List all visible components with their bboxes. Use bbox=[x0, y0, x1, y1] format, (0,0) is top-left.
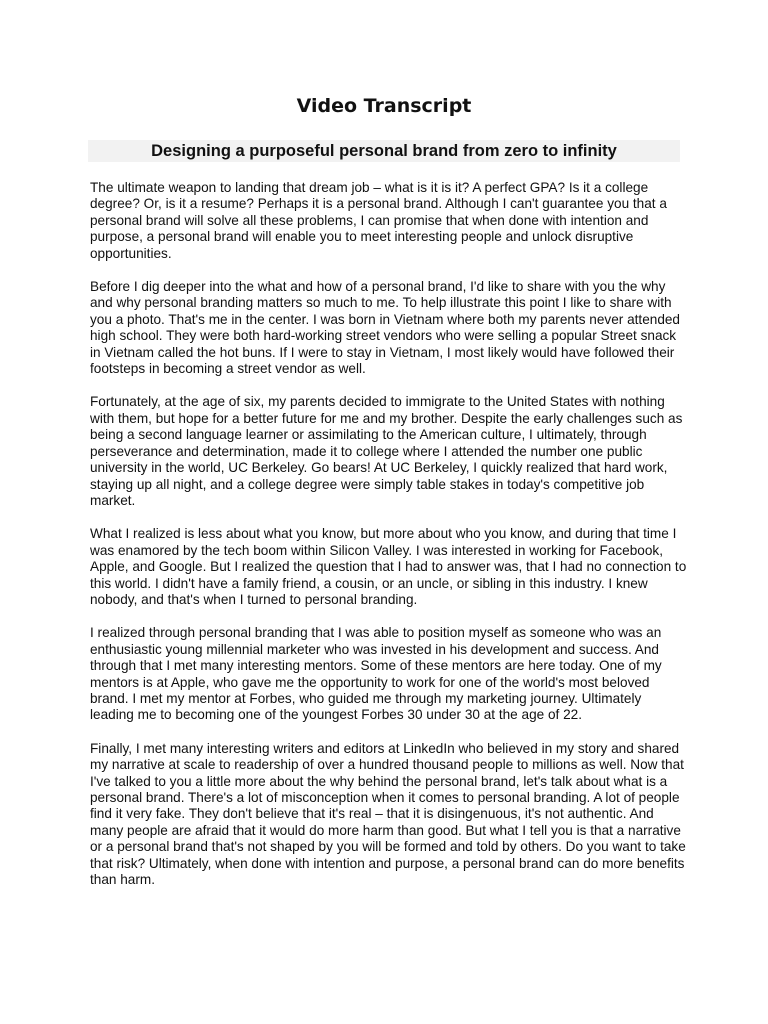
paragraph-3: Fortunately, at the age of six, my parents decided to immigrate to the United States with nothing with them, but hope for a better future for me and my brother. Despite the early challenges such as being a second language learner or assimilating to the American culture, I ultimately, through perseverance and determination, made it to college where I attended the number one public university in the world, UC Berkeley. Go bears! At UC Berkeley, I quickly realized that hard work, staying up all night, and a college degree were simply table stakes in today's competitive job market. bbox=[90, 394, 683, 508]
transcript-body bbox=[90, 180, 688, 905]
page-subtitle: Designing a purposeful personal brand from zero to infinity bbox=[151, 142, 617, 160]
paragraph-5: I realized through personal branding that I was able to position myself as someone who was an enthusiastic young millennial marketer who was invested in his development and success. And through that I met many interesting mentors. Some of these mentors are here today. One of my mentors is at Apple, who gave me the opportunity to work for one of the world's most beloved brand. I met my mentor at Forbes, who guided me through my marketing journey. Ultimately leading me to becoming one of the youngest Forbes 30 under 30 at the age of 22. bbox=[90, 625, 662, 723]
paragraph-4: What I realized is less about what you know, but more about who you know, and during that time I was enamored by the tech boom within Silicon Valley. I was interested in working for Facebook, Apple, and Google. But I realized the question that I had to answer was, that I had no connection to this world. I didn't have a family friend, a cousin, or an uncle, or sibling in this industry. I knew nobody, and that's when I turned to personal branding. bbox=[90, 526, 687, 607]
paragraph-6: Finally, I met many interesting writers and editors at LinkedIn who believed in my story and shared my narrative at scale to readership of over a hundred thousand people to millions as well. Now that I've talked to you a little more about the why behind the personal brand, let's talk about what is a personal brand. There's a lot of misconception when it comes to personal branding. A lot of people find it very fake. They don't believe that it's real – that it is disingenuous, it's not authentic. And many people are afraid that it would do more harm than good. But what I tell you is that a narrative or a personal brand that's not shaped by you will be formed and told by others. Do you want to take that risk? Ultimately, when done with intention and purpose, a personal brand can do more benefits than harm. bbox=[90, 740, 686, 888]
paragraph-1: The ultimate weapon to landing that dream job – what is it is it? A perfect GPA? Is it a college degree? Or, is it a resume? Perhaps it is a personal brand. Although I can't guarantee you that a personal brand will solve all these problems, I can promise that when done with intention and purpose, a personal brand will enable you to meet interesting people and unlock disruptive opportunities. bbox=[90, 180, 667, 261]
page-title: Video Transcript bbox=[296, 95, 472, 117]
paragraph-2: Before I dig deeper into the what and how of a personal brand, I'd like to share with you the why and why personal branding matters so much to me. To help illustrate this point I like to share with you a photo. That's me in the center. I was born in Vietnam where both my parents never attended high school. They were both hard-working street vendors who were selling a popular Street snack in Vietnam called the hot buns. If I were to stay in Vietnam, I most likely would have followed their footsteps in becoming a street vendor as well. bbox=[90, 279, 680, 377]
